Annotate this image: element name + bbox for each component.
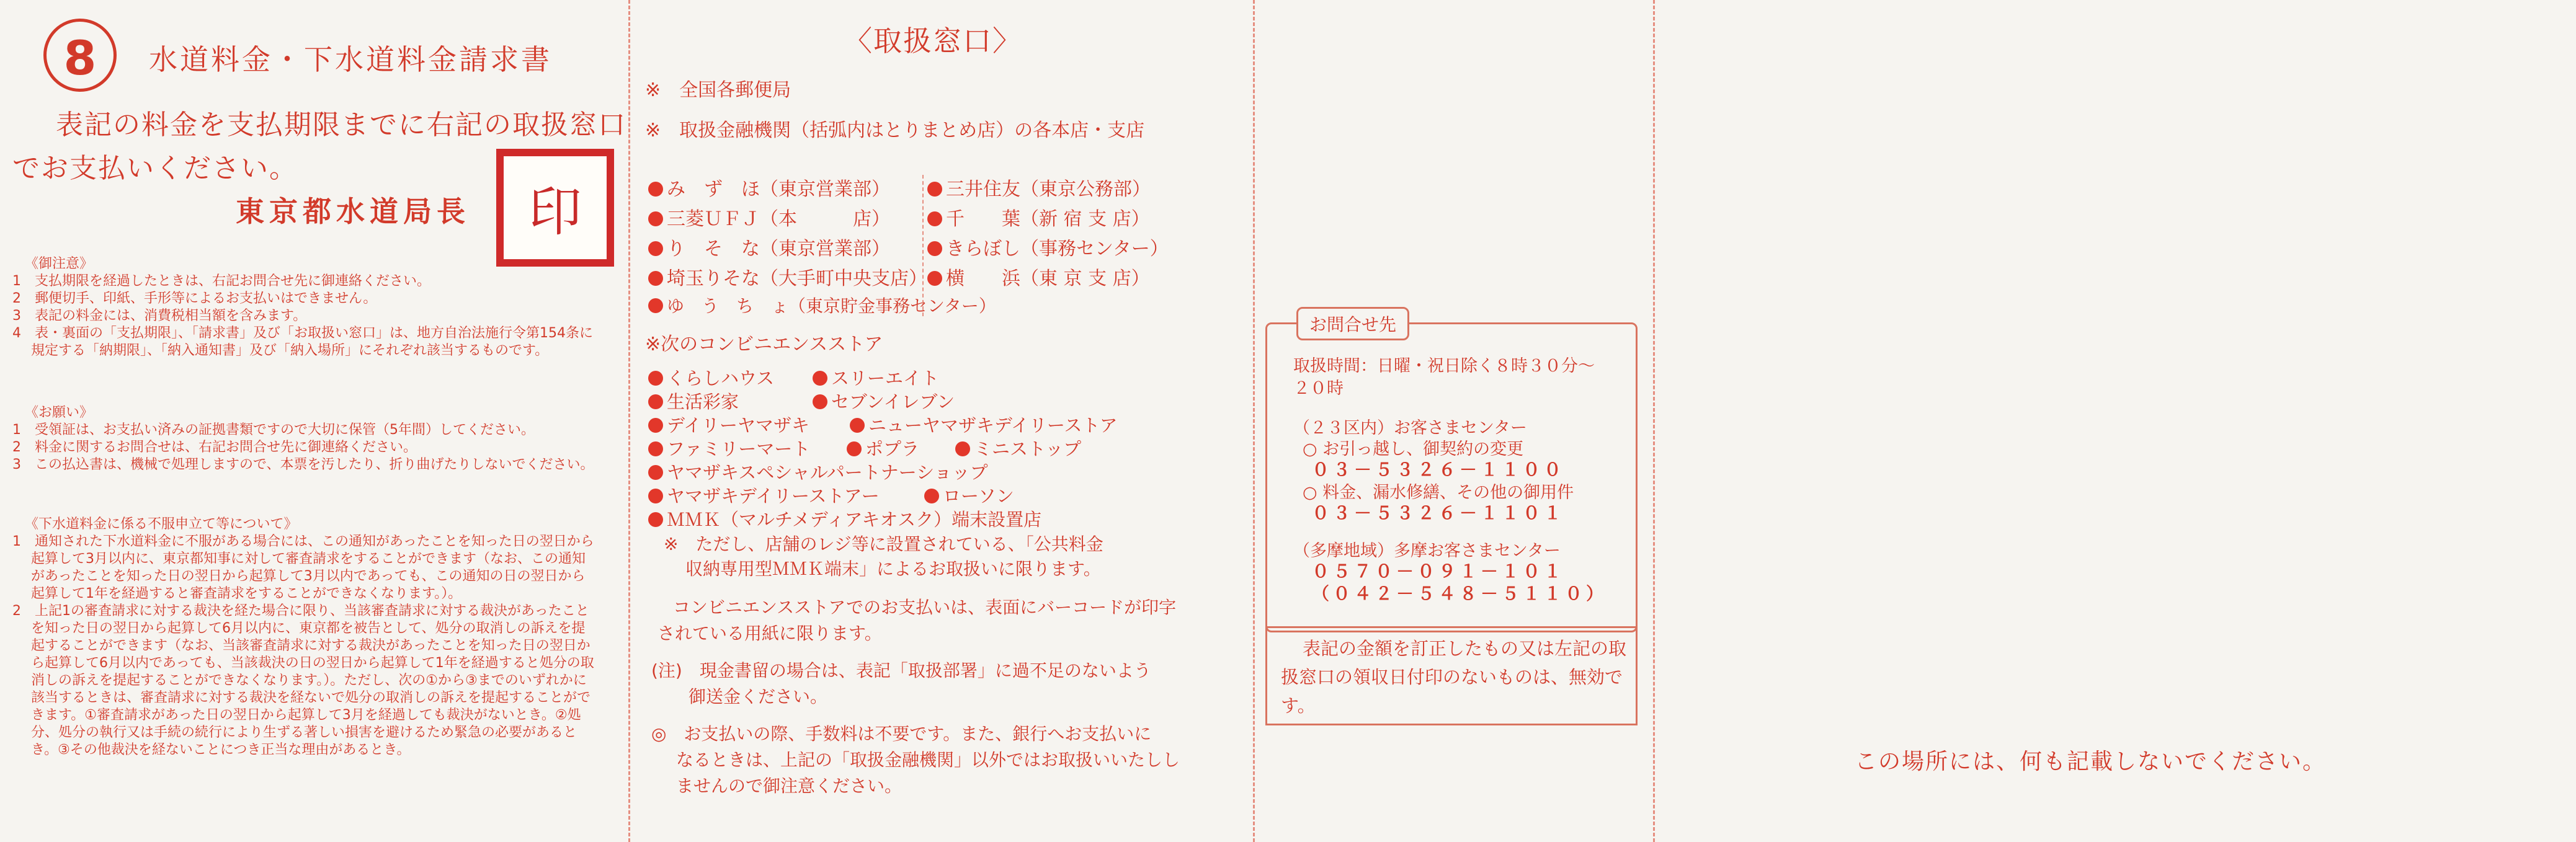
caution-heading: 《御注意》 bbox=[25, 256, 94, 272]
inquiry-label: お問合せ先 bbox=[1296, 307, 1409, 340]
bank-item: ゆ う ち ょ（東京貯金事務センター） bbox=[648, 293, 996, 317]
caution-item: 1 支払期限を経過したときは、右記お問合せ先に御連絡ください。 bbox=[12, 273, 430, 289]
cvs-item: ミニストップ bbox=[955, 435, 1081, 461]
ward-item: ○ お引っ越し、御契約の変更 bbox=[1303, 440, 1524, 459]
bullet-icon bbox=[648, 394, 663, 409]
bank-item: 三井住友（東京公務部） bbox=[927, 174, 1151, 201]
issuer-name: 東京都水道局長 bbox=[236, 195, 470, 228]
bullet-icon bbox=[648, 489, 663, 503]
service-hours: 取扱時間：日曜・祝日除く８時３０分～ bbox=[1293, 357, 1595, 376]
phone-number: ０５７０－０９１－１０１ bbox=[1312, 561, 1566, 582]
fold-line-2 bbox=[1253, 0, 1255, 842]
cvs-item: ファミリーマート bbox=[648, 435, 810, 461]
bullet-icon bbox=[955, 441, 970, 456]
bank-item: 埼玉りそな（大手町中央支店） bbox=[648, 263, 927, 290]
barcode-note: されている用紙に限ります。 bbox=[657, 623, 882, 644]
cvs-item: ＭＭＫ（マルチメディアキオスク）端末設置店 bbox=[648, 506, 1041, 531]
cvs-item: ポプラ bbox=[847, 435, 919, 461]
bullet-icon bbox=[924, 489, 939, 503]
bank-item: 三菱ＵＦＪ（本 店） bbox=[648, 203, 890, 231]
phone-number: ０３－５３２６－１１００ bbox=[1312, 459, 1566, 480]
bullet-icon bbox=[648, 512, 663, 527]
document-title: 水道料金・下水道料金請求書 bbox=[149, 43, 552, 76]
tama-center-heading: （多摩地域）多摩お客さまセンター bbox=[1293, 541, 1561, 561]
appeal-item: 1 通知された下水道料金に不服がある場合には、この通知があったことを知った日の翌日から起算して3月以内に、東京都知事に対して審査請求をすることができます（なお、この通知があったことを知った日の翌日から起算して3月以内であっても、この通知の日の翌日から起算して1年を経過すると審査請求をすることができなくなります。）。 bbox=[12, 534, 594, 601]
lead-line-2: でお支払いください。 bbox=[12, 153, 298, 184]
cvs-item: くらしハウス bbox=[648, 365, 774, 390]
caution-item: 4 表・裏面の「支払期限」、「請求書」及び「お取扱い窓口」は、地方自治法施行令第154条に規定する「納期限」、「納入通知書」及び「納入場所」にそれぞれ該当するものです。 bbox=[12, 326, 593, 358]
phone-number: ０３－５３２６－１１０１ bbox=[1312, 503, 1566, 523]
bullet-icon bbox=[813, 371, 827, 386]
bullet-icon bbox=[927, 271, 942, 286]
cvs-item: デイリーヤマザキ bbox=[648, 412, 809, 437]
cvs-heading: ※次のコンビニエンスストア bbox=[645, 334, 883, 355]
bank-item: 千 葉（新 宿 支 店） bbox=[927, 203, 1150, 231]
appeal-item: 2 上記1の審査請求に対する裁決を経た場合に限り、当該審査請求に対する裁決があったことを知った日の翌日から起算して6月以内に、東京都を被告として、処分の取消しの訴えを提起することができます（なお、当該審査請求に対する裁決があったことを知った日の翌日から起算して6月以内であっても、当該裁決の日の翌日から起算して1年を経過すると処分の取消しの訴えを提起することができなくなります。）。ただし、次の①から③までのいずれかに該当するときは、審査請求に対する裁決を経ないで処分の取消しの訴えを提起することができます。①審査請求があった日の翌日から起算して3月を経過しても裁決がないとき。②処分、処分の執行又は手続の続行により生ずる著しい損害を避けるため緊急の必要があるとき。③その他裁決を経ないことにつき正当な理由があるとき。 bbox=[12, 603, 594, 758]
bullet-icon bbox=[648, 241, 663, 256]
windows-heading: 〈取扱窓口〉 bbox=[844, 24, 1022, 58]
service-hours: ２０時 bbox=[1293, 379, 1344, 398]
bank-item: 横 浜（東 京 支 店） bbox=[927, 263, 1150, 290]
fee-note: ませんので御注意ください。 bbox=[676, 776, 902, 796]
cvs-note: ※ ただし、店舗のレジ等に設置されている、「公共料金 bbox=[664, 534, 1103, 554]
fee-note: なるときは、上記の「取扱金融機関」以外ではお取扱いいたしし bbox=[676, 750, 1180, 770]
fee-note: ◎ お支払いの際、手数料は不要です。また、銀行へお支払いに bbox=[651, 724, 1152, 744]
bullet-icon bbox=[648, 465, 663, 480]
cvs-item: スリーエイト bbox=[813, 365, 939, 390]
bullet-icon bbox=[927, 182, 942, 197]
bullet-icon bbox=[813, 394, 827, 409]
cvs-item: 生活彩家 bbox=[648, 388, 739, 414]
bullet-icon bbox=[648, 271, 663, 286]
bullet-icon bbox=[927, 211, 942, 226]
barcode-note: コンビニエンスストアでのお支払いは、表面にバーコードが印字 bbox=[673, 597, 1177, 618]
request-item: 2 料金に関するお問合せは、右記お問合せ先に御連絡ください。 bbox=[12, 440, 417, 455]
financial-line: ※ 取扱金融機関（括弧内はとりまとめ店）の各本店・支店 bbox=[645, 120, 1145, 141]
registered-mail-note: (注) 現金書留の場合は、表記「取扱部署」に過不足のないよう bbox=[651, 660, 1151, 681]
caution-item: 3 表記の料金には、消費税相当額を含みます。 bbox=[12, 308, 307, 324]
cvs-note: 収納専用型ＭＭＫ端末」によるお取扱いに限ります。 bbox=[685, 559, 1101, 579]
request-heading: 《お願い》 bbox=[25, 405, 94, 420]
cvs-item: ローソン bbox=[924, 482, 1014, 508]
bullet-icon bbox=[648, 182, 663, 197]
post-office-line: ※ 全国各郵便局 bbox=[645, 79, 791, 101]
bank-item: きらぼし（事務センター） bbox=[927, 233, 1169, 260]
bank-divider bbox=[922, 175, 924, 316]
bullet-icon bbox=[648, 418, 663, 433]
bullet-icon bbox=[648, 211, 663, 226]
lead-line-1: 表記の料金を支払期限までに右記の取扱窓口 bbox=[56, 109, 626, 141]
cvs-item: ヤマザキデイリーストアー bbox=[648, 482, 880, 508]
invalid-notice: 表記の金額を訂正したもの又は左記の取 bbox=[1303, 638, 1627, 659]
ward-item: ○ 料金、漏水修繕、その他の御用件 bbox=[1303, 483, 1574, 502]
bullet-icon bbox=[850, 418, 865, 433]
request-item: 1 受領証は、お支払い済みの証拠書類ですので大切に保管（5年間）してください。 bbox=[12, 422, 535, 438]
cvs-item: セブンイレブン bbox=[813, 388, 955, 414]
bullet-icon bbox=[648, 298, 663, 313]
ward-center-heading: （２３区内）お客さまセンター bbox=[1293, 419, 1527, 438]
official-seal bbox=[496, 149, 614, 267]
registered-mail-note: 御送金ください。 bbox=[689, 686, 828, 707]
appeal-section bbox=[12, 516, 595, 759]
seal-text: 印 bbox=[528, 181, 582, 243]
bank-item: み ず ほ（東京営業部） bbox=[648, 174, 890, 201]
bullet-icon bbox=[927, 241, 942, 256]
bullet-icon bbox=[648, 441, 663, 456]
bullet-icon bbox=[847, 441, 862, 456]
caution-item: 2 郵便切手、印紙、手形等によるお支払いはできません。 bbox=[12, 291, 377, 306]
caution-section bbox=[12, 255, 595, 360]
phone-number: （０４２－５４８－５１１０） bbox=[1312, 583, 1608, 604]
form-number-badge: 8 bbox=[43, 19, 117, 92]
invalid-notice: す。 bbox=[1281, 695, 1316, 716]
fold-line-1 bbox=[628, 0, 630, 842]
fold-line-3 bbox=[1653, 0, 1655, 842]
invalid-notice: 扱窓口の領収日付印のないものは、無効で bbox=[1281, 667, 1623, 688]
cvs-item: ニューヤマザキデイリーストア bbox=[850, 412, 1118, 437]
request-item: 3 この払込書は、機械で処理しますので、本票を汚したり、折り曲げたりしないでください。 bbox=[12, 457, 594, 472]
appeal-heading: 《下水道料金に係る不服申立て等について》 bbox=[25, 516, 298, 532]
do-not-write-note: この場所には、何も記載しないでください。 bbox=[1855, 749, 2327, 774]
request-section bbox=[12, 404, 595, 474]
bank-item: り そ な（東京営業部） bbox=[648, 233, 890, 260]
bullet-icon bbox=[648, 371, 663, 386]
cvs-item: ヤマザキスペシャルパートナーショップ bbox=[648, 459, 988, 484]
